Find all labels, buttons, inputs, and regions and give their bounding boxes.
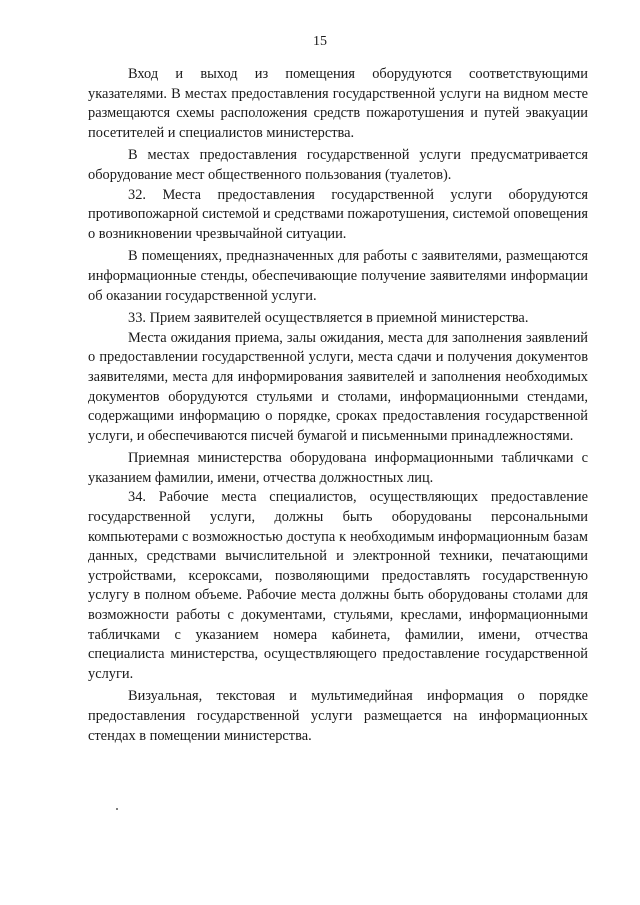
paragraph-item-32: 32. Места предоставления государственной услуги оборудуются противопожарной системой и средствами пожаротушения, системой оповещения о возникновении чрезвычайной ситуации. (88, 186, 588, 242)
page-number: 15 (313, 34, 327, 49)
paragraph-waiting-areas: Места ожидания приема, залы ожидания, места для заполнения заявлений о предоставлении государственной услуги, места сдачи и получения документов заявителями, места для информирования заявителей и заполнения необходимых документов оборудуются стульями и столами, информационными стендами, содержащими информацию о порядке, сроках предоставления государственной услуги, и обеспечиваются писчей бумагой и письменными принадлежностями. (88, 329, 588, 444)
paragraph-entrance-exit: Вход и выход из помещения оборудуются соответствующими указателями. В местах предоставления государственной услуги на видном месте размещаются схемы расположения средств пожаротушения и путей эвакуации посетителей и специалистов министерства. (88, 66, 588, 141)
paragraph-restrooms: В местах предоставления государственной услуги предусматривается оборудование мест общественного пользования (туалетов). (88, 147, 588, 183)
paragraph-info-stands: В помещениях, предназначенных для работы с заявителями, размещаются информационные стенды, обеспечивающие получение заявителями информации об оказании государственной услуги. (88, 248, 588, 304)
paragraph-reception: Приемная министерства оборудована информационными табличками с указанием фамилии, имени, отчества должностных лиц. (88, 450, 588, 486)
paragraph-item-33: 33. Прием заявителей осуществляется в приемной министерства. (128, 310, 529, 327)
scan-speck (116, 808, 118, 810)
paragraph-multimedia-info: Визуальная, текстовая и мультимедийная информация о порядке предоставления государственной услуги размещается на информационных стендах в помещении министерства. (88, 688, 588, 744)
paragraph-item-34: 34. Рабочие места специалистов, осуществляющих предоставление государственной услуги, должны быть оборудованы персональными компьютерами с возможностью доступа к необходимым информационным базам данных, средствами вычислительной и электронной техники, печатающими устройствами, ксероксами, позволяющими предоставлять государственную услугу в полном объеме. Рабочие места должны быть оборудованы столами для возможности работы с документами, стульями, креслами, информационными табличками с указанием номера кабинета, фамилии, имени, отчества специалиста министерства, осуществляющего предоставление государственной услуги. (88, 489, 588, 682)
document-body (88, 65, 588, 746)
